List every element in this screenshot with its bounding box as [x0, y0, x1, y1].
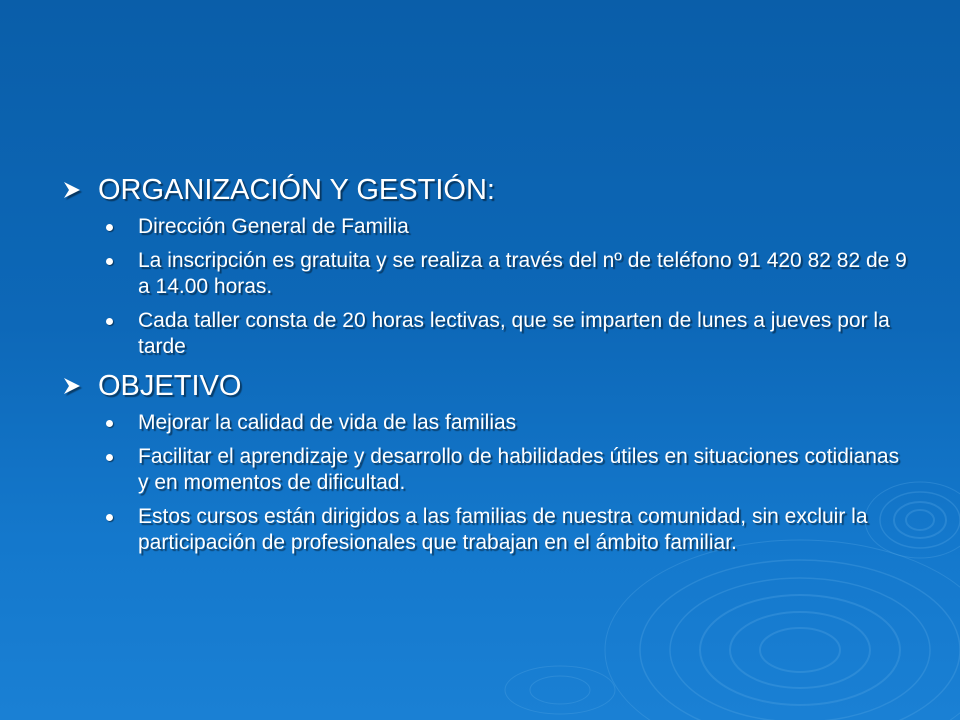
- list-item: [106, 504, 912, 556]
- list-item: [106, 410, 912, 436]
- list-item-text: Facilitar el aprendizaje y desarrollo de habilidades útiles en situaciones cotidianas y en momentos de dificultad.: [138, 445, 900, 494]
- section-organizacion: [62, 172, 912, 360]
- section-heading: [62, 368, 912, 404]
- dot-bullet-icon: [106, 504, 138, 530]
- arrow-bullet-icon: [62, 368, 98, 404]
- list-item: [106, 308, 912, 360]
- slide-content: [62, 172, 912, 564]
- dot-bullet-icon: [106, 444, 138, 470]
- dot-bullet-icon: [106, 410, 138, 436]
- dot-bullet-icon: [106, 214, 138, 240]
- section-title: ORGANIZACIÓN Y GESTIÓN:: [98, 174, 495, 206]
- bullet-list: [62, 410, 912, 556]
- list-item: [106, 248, 912, 300]
- arrow-bullet-icon: [62, 172, 98, 208]
- list-item-text: Dirección General de Familia: [138, 215, 409, 238]
- list-item-text: Estos cursos están dirigidos a las familias de nuestra comunidad, sin excluir la participación de profesionales que trabajan en el ámbito familiar.: [138, 505, 868, 554]
- section-objetivo: [62, 368, 912, 556]
- list-item-text: Cada taller consta de 20 horas lectivas, que se imparten de lunes a jueves por la tarde: [138, 309, 890, 358]
- list-item-text: Mejorar la calidad de vida de las familias: [138, 411, 517, 434]
- dot-bullet-icon: [106, 308, 138, 334]
- bullet-list: [62, 214, 912, 360]
- section-heading: [62, 172, 912, 208]
- dot-bullet-icon: [106, 248, 138, 274]
- list-item: [106, 444, 912, 496]
- list-item: [106, 214, 912, 240]
- section-title: OBJETIVO: [98, 370, 242, 402]
- list-item-text: La inscripción es gratuita y se realiza a través del nº de teléfono 91 420 82 82 de 9 a 14.00 horas.: [138, 249, 907, 298]
